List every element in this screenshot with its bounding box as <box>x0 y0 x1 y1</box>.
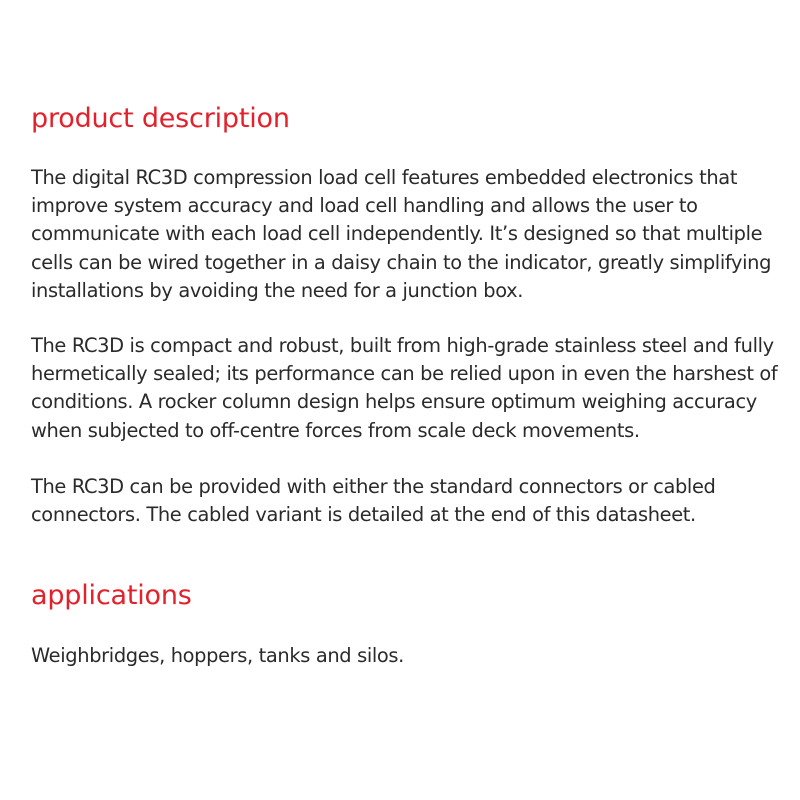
description-paragraph-2: The RC3D is compact and robust, built from high-grade stainless steel and fully hermetically sealed; its performance can be relied upon in even the harshest of conditions. A rocker column design helps ensure optimum weighing accuracy when subjected to off-centre forces from scale deck movements. <box>31 334 778 442</box>
description-paragraph-3: The RC3D can be provided with either the standard connectors or cabled connectors. The cabled variant is detailed at the end of this datasheet. <box>31 475 716 527</box>
applications-text: Weighbridges, hoppers, tanks and silos. <box>31 644 404 667</box>
description-paragraph-1: The digital RC3D compression load cell features embedded electronics that improve system accuracy and load cell handling and allows the user to communicate with each load cell independently. It’s designed so that multiple cells can be wired together in a daisy chain to the indicator, greatly simplifying installations by avoiding the need for a junction box. <box>31 166 772 302</box>
applications-heading: applications <box>31 580 192 611</box>
product-description-heading: product description <box>31 103 290 134</box>
